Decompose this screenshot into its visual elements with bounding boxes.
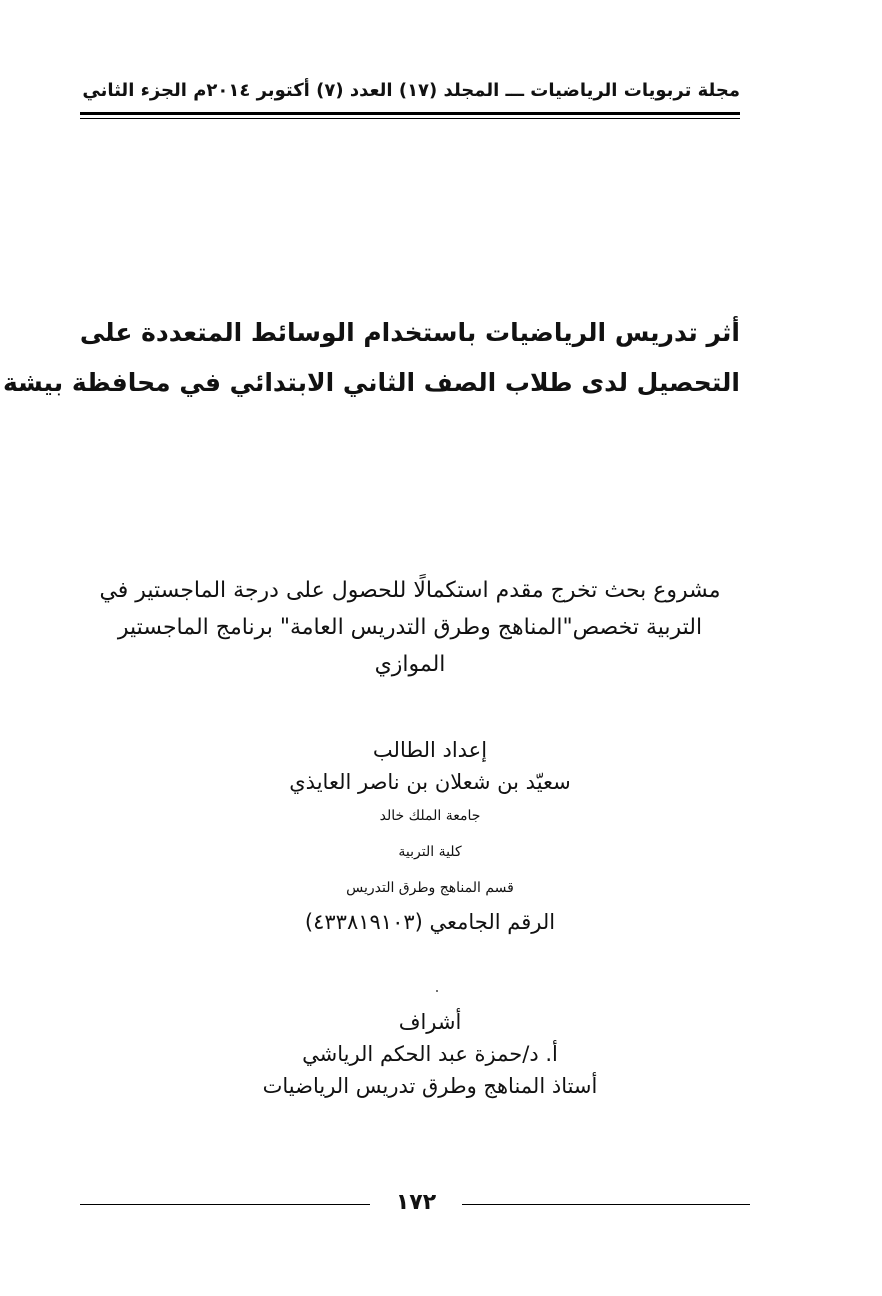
header-rule-thick [80, 112, 740, 115]
research-description: مشروع بحث تخرج مقدم استكمالًا للحصول على درجة الماجستير في التربية تخصص"المناهج وطرق التدريس العامة" برنامج الماجستير الموازي [99, 578, 721, 677]
supervisor-name: أ. د/حمزة عبد الحكم الرياشي [302, 1042, 558, 1066]
student-name: سعيّد بن شعلان بن ناصر العايذي [289, 770, 571, 794]
header-rule-thin [80, 118, 740, 119]
footer-rule-left [80, 1204, 370, 1205]
prepared-by-label: إعداد الطالب [372, 738, 488, 762]
page-number: ١٧٢ [395, 1190, 437, 1215]
supervisor-title: أستاذ المناهج وطرق تدريس الرياضيات [262, 1074, 598, 1098]
college-name: كلية التربية [398, 844, 462, 860]
department-name: قسم المناهج وطرق التدريس [346, 880, 514, 896]
footer-rule-right [462, 1204, 750, 1205]
supervision-label: أشراف [398, 1010, 462, 1034]
title-line-2: التحصيل لدى طلاب الصف الثاني الابتدائي في محافظة بيشة [2, 368, 740, 397]
scan-speck [436, 990, 438, 992]
university-name: جامعة الملك خالد [379, 808, 481, 824]
journal-header: مجلة تربويات الرياضيات ـــ المجلد (١٧) العدد (٧) أكتوبر ٢٠١٤م الجزء الثاني [82, 80, 740, 101]
student-id: الرقم الجامعي (٤٣٣٨١٩١٠٣) [304, 910, 556, 934]
title-line-1: أثر تدريس الرياضيات باستخدام الوسائط المتعددة على [79, 318, 740, 347]
